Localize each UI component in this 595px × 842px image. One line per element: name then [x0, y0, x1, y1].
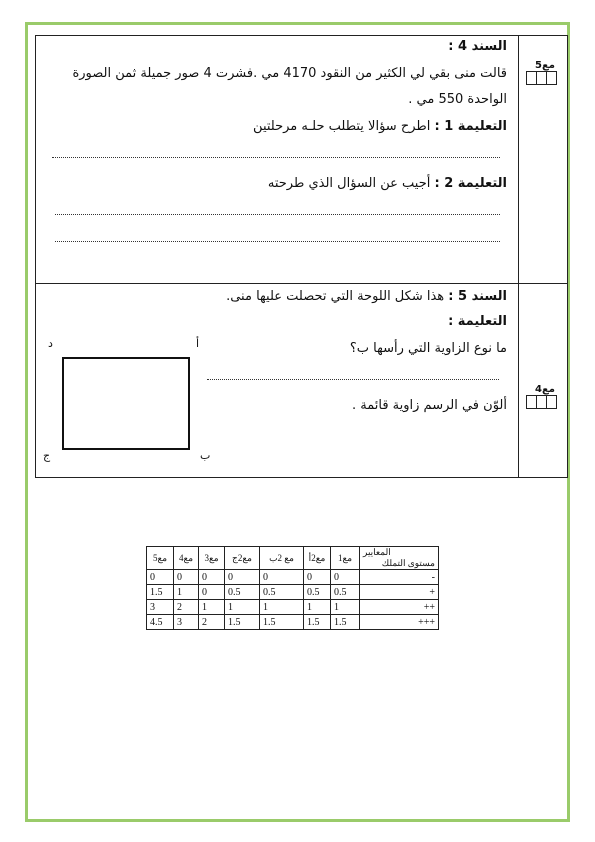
- sanad4-task1: [253, 119, 507, 134]
- header-criteria-level: المعايير مستوى التملك: [360, 547, 439, 570]
- sanad5-heading: [226, 289, 507, 304]
- answer-line[interactable]: [55, 214, 500, 215]
- criterion-label: مع5: [535, 60, 555, 71]
- question-angle-type: ما نوع الزاوية التي رأسها ب؟: [349, 341, 507, 356]
- table-row: [147, 570, 439, 585]
- score-cell: 1.5: [147, 585, 174, 600]
- sanad5-title: السند 5 :: [448, 289, 507, 304]
- score-cell: 3: [174, 615, 199, 630]
- score-cell: 2: [199, 615, 225, 630]
- question-color-angle: ألوّن في الرسم زاوية قائمة .: [351, 398, 507, 413]
- score-cell: 0: [225, 570, 260, 585]
- score-cell: 0.5: [331, 585, 360, 600]
- level-cell: +++: [360, 615, 439, 630]
- score-cell: 1.5: [331, 615, 360, 630]
- task2-label: التعليمة 2 :: [434, 176, 507, 191]
- table-header-row: [147, 547, 439, 570]
- criterion-label: مع4: [535, 384, 555, 395]
- sanad4-title: السند 4 :: [448, 39, 507, 54]
- score-cell: 1.5: [260, 615, 304, 630]
- answer-line[interactable]: [52, 157, 500, 158]
- score-boxes[interactable]: [527, 395, 557, 409]
- sanad4-task2: [268, 176, 507, 191]
- score-cell: 1.5: [225, 615, 260, 630]
- score-cell: 0: [331, 570, 360, 585]
- sanad4-line1: قالت منى بقي لي الكثير من النقود 4170 مي .فشرت 4 صور جميلة ثمن الصورة: [72, 66, 507, 81]
- score-cell: 3: [147, 600, 174, 615]
- score-cell: 0.5: [304, 585, 331, 600]
- score-cell: 0: [147, 570, 174, 585]
- table-row: [147, 600, 439, 615]
- level-cell: ++: [360, 600, 439, 615]
- score-cell: 0: [304, 570, 331, 585]
- score-cell: 1.5: [304, 615, 331, 630]
- criteria-column-divider: [518, 35, 519, 478]
- score-cell: 0: [174, 570, 199, 585]
- score-cell: 1: [260, 600, 304, 615]
- column-header: مع 2ب: [260, 547, 304, 570]
- score-cell: 1: [331, 600, 360, 615]
- column-header: مع3: [199, 547, 225, 570]
- corner-label-jim: ج: [43, 449, 51, 462]
- score-boxes[interactable]: [527, 71, 557, 85]
- score-cell: 1: [225, 600, 260, 615]
- rectangle-figure[interactable]: [62, 357, 190, 450]
- criterion-mark-4: [527, 384, 557, 409]
- column-header: مع4: [174, 547, 199, 570]
- task2-text: أجيب عن السؤال الذي طرحته: [267, 176, 435, 191]
- score-cell: 0: [260, 570, 304, 585]
- criterion-mark-5: [527, 60, 557, 85]
- score-cell: 2: [174, 600, 199, 615]
- sanad5-task-label: التعليمة :: [448, 314, 507, 329]
- score-cell: 4.5: [147, 615, 174, 630]
- corner-label-dal: د: [48, 337, 53, 350]
- score-cell: 1: [304, 600, 331, 615]
- table-row: [147, 615, 439, 630]
- sanad4-line2: الواحدة 550 مي .: [408, 92, 507, 107]
- column-header: مع2ج: [225, 547, 260, 570]
- score-cell: 1: [174, 585, 199, 600]
- column-header: مع2أ: [304, 547, 331, 570]
- column-header: مع1: [331, 547, 360, 570]
- corner-label-ba: ب: [200, 449, 211, 462]
- score-cell: 1: [199, 600, 225, 615]
- score-cell: 0.5: [260, 585, 304, 600]
- task1-label: التعليمة 1 :: [434, 119, 507, 134]
- answer-line[interactable]: [207, 379, 499, 380]
- column-header: مع5: [147, 547, 174, 570]
- corner-label-alif: أ: [196, 337, 200, 350]
- answer-line[interactable]: [55, 241, 500, 242]
- score-cell: 0: [199, 570, 225, 585]
- sanad5-intro: هذا شكل اللوحة التي تحصلت عليها منى.: [226, 289, 449, 304]
- score-cell: 0: [199, 585, 225, 600]
- level-cell: +: [360, 585, 439, 600]
- task1-text: اطرح سؤالا يتطلب حلـه مرحلتين: [253, 119, 435, 134]
- grading-table: [146, 546, 439, 630]
- level-cell: -: [360, 570, 439, 585]
- score-cell: 0.5: [225, 585, 260, 600]
- section-divider: [35, 283, 568, 284]
- table-row: [147, 585, 439, 600]
